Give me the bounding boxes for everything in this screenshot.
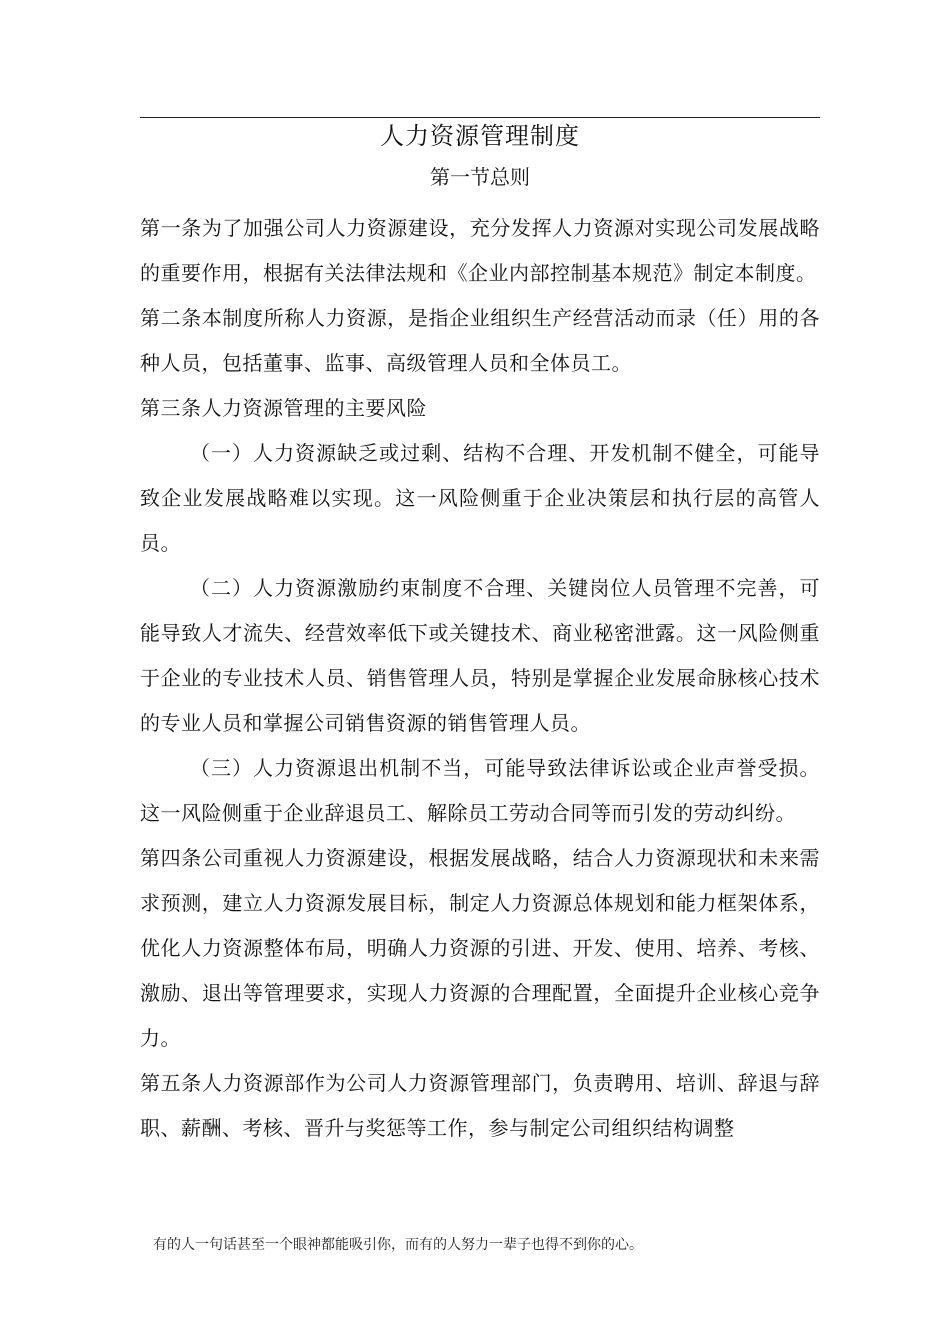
paragraph-risk-2: （二）人力资源激励约束制度不合理、关键岗位人员管理不完善，可能导致人才流失、经营效率低下或关键技术、商业秘密泄露。这一风险侧重于企业的专业技术人员、销售管理人员，特别是掌握企业发展命脉核心技术的专业人员和掌握公司销售资源的销售管理人员。 [140, 576, 820, 735]
paragraph-article-4: 第四条公司重视人力资源建设，根据发展战略，结合人力资源现状和未来需求预测，建立人力资源发展目标，制定人力资源总体规划和能力框架体系，优化人力资源整体布局，明确人力资源的引进、开发、使用、培养、考核、激励、退出等管理要求，实现人力资源的合理配置，全面提升企业核心竞争力。 [140, 846, 820, 1050]
paragraph-risk-3: （三）人力资源退出机制不当，可能导致法律诉讼或企业声誉受损。这一风险侧重于企业辞退员工、解除员工劳动合同等而引发的劳动纠纷。 [140, 756, 820, 825]
document-title: 人力资源管理制度 [380, 122, 580, 150]
paragraph-risk-1: （一）人力资源缺乏或过剩、结构不合理、开发机制不健全，可能导致企业发展战略难以实现。这一风险侧重于企业决策层和执行层的高管人员。 [140, 441, 820, 555]
paragraph-article-5: 第五条人力资源部作为公司人力资源管理部门，负责聘用、培训、辞退与辞职、薪酬、考核、晋升与奖惩等工作，参与制定公司组织结构调整 [140, 1071, 820, 1140]
document-body [140, 206, 820, 1151]
paragraph-article-1: 第一条为了加强公司人力资源建设，充分发挥人力资源对实现公司发展战略的重要作用，根据有关法律法规和《企业内部控制基本规范》制定本制度。 [140, 216, 820, 285]
section-title: 第一节总则 [430, 165, 530, 189]
header-rule [140, 117, 820, 118]
paragraph-article-3: 第三条人力资源管理的主要风险 [140, 396, 427, 420]
footer-note: 有的人一句话甚至一个眼神都能吸引你，而有的人努力一辈子也得不到你的心。 [153, 1237, 643, 1253]
paragraph-article-2: 第二条本制度所称人力资源，是指企业组织生产经营活动而录（任）用的各种人员，包括董事、监事、高级管理人员和全体员工。 [140, 306, 820, 375]
